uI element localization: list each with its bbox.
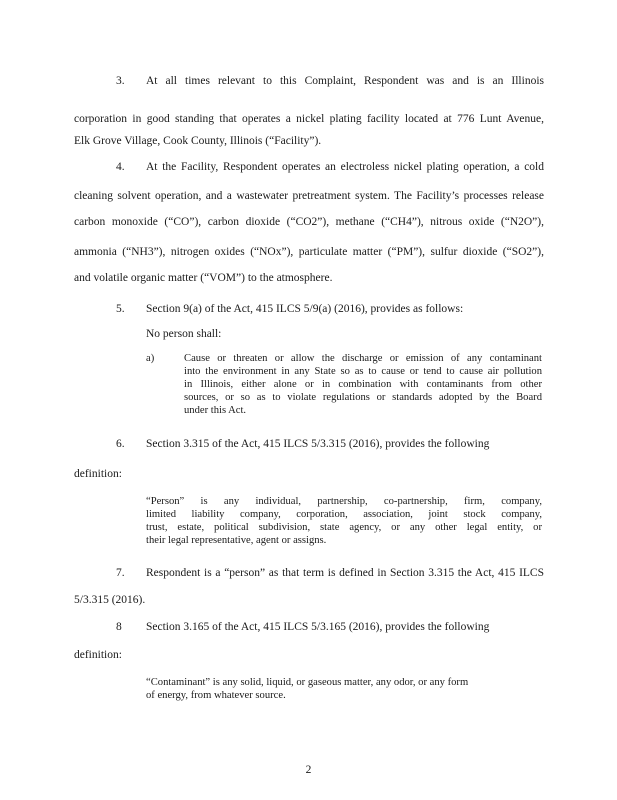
paragraph-6-quote-line-2: limited liability company, corporation, association, joint stock company, — [146, 509, 542, 520]
paragraph-3-line-2: corporation in good standing that operates a nickel plating facility located at 776 Lunt Avenue, — [74, 113, 544, 125]
paragraph-5-item-label: a) — [146, 353, 155, 364]
paragraph-3-number: 3. — [116, 75, 125, 87]
paragraph-3-line-1: At all times relevant to this Complaint, Respondent was and is an Illinois — [146, 75, 544, 87]
paragraph-5-item-line-5: under this Act. — [184, 405, 247, 416]
paragraph-4-line-2: cleaning solvent operation, and a wastewater pretreatment system. The Facility’s processes release — [74, 190, 544, 202]
paragraph-4-line-1: At the Facility, Respondent operates an electroless nickel plating operation, a cold — [146, 161, 544, 173]
paragraph-6-line-2: definition: — [74, 468, 122, 480]
paragraph-5-line-1: Section 9(a) of the Act, 415 ILCS 5/9(a) (2016), provides as follows: — [146, 303, 464, 315]
paragraph-8-number: 8 — [116, 621, 122, 633]
paragraph-5-item-line-2: into the environment in any State so as to cause or tend to cause air pollution — [184, 366, 542, 377]
paragraph-8-quote-line-1: “Contaminant” is any solid, liquid, or gaseous matter, any odor, or any form — [146, 677, 469, 688]
paragraph-6-number: 6. — [116, 438, 125, 450]
paragraph-7-number: 7. — [116, 567, 125, 579]
paragraph-6-quote-line-4: their legal representative, agent or assigns. — [146, 535, 327, 546]
paragraph-4-line-3: carbon monoxide (“CO”), carbon dioxide (“CO2”), methane (“CH4”), nitrous oxide (“N2O”), — [74, 216, 544, 228]
paragraph-8-line-1: Section 3.165 of the Act, 415 ILCS 5/3.165 (2016), provides the following — [146, 621, 490, 633]
paragraph-5-item-line-3: in Illinois, either alone or in combination with contaminants from other — [184, 379, 542, 390]
paragraph-3-line-3: Elk Grove Village, Cook County, Illinois (“Facility”). — [74, 135, 322, 147]
paragraph-5-item-line-4: sources, or so as to violate regulations or standards adopted by the Board — [184, 392, 542, 403]
paragraph-5-item-line-1: Cause or threaten or allow the discharge or emission of any contaminant — [184, 353, 542, 364]
paragraph-4-line-4: ammonia (“NH3”), nitrogen oxides (“NOx”), particulate matter (“PM”), sulfur dioxide (“SO2”), — [74, 246, 544, 258]
paragraph-6-quote-line-3: trust, estate, political subdivision, state agency, or any other legal entity, or — [146, 522, 542, 533]
paragraph-7-line-2: 5/3.315 (2016). — [74, 594, 146, 606]
paragraph-5-number: 5. — [116, 303, 125, 315]
paragraph-6-line-1: Section 3.315 of the Act, 415 ILCS 5/3.315 (2016), provides the following — [146, 438, 490, 450]
paragraph-4-line-5: and volatile organic matter (“VOM”) to the atmosphere. — [74, 272, 333, 284]
paragraph-4-number: 4. — [116, 161, 125, 173]
paragraph-8-quote-line-2: of energy, from whatever source. — [146, 690, 286, 701]
paragraph-8-line-2: definition: — [74, 649, 122, 661]
paragraph-6-quote-line-1: “Person” is any individual, partnership, co-partnership, firm, company, — [146, 496, 542, 507]
paragraph-7-line-1: Respondent is a “person” as that term is defined in Section 3.315 the Act, 415 ILCS — [146, 567, 544, 579]
paragraph-5-intro: No person shall: — [146, 328, 222, 340]
page-number: 2 — [305, 764, 312, 776]
